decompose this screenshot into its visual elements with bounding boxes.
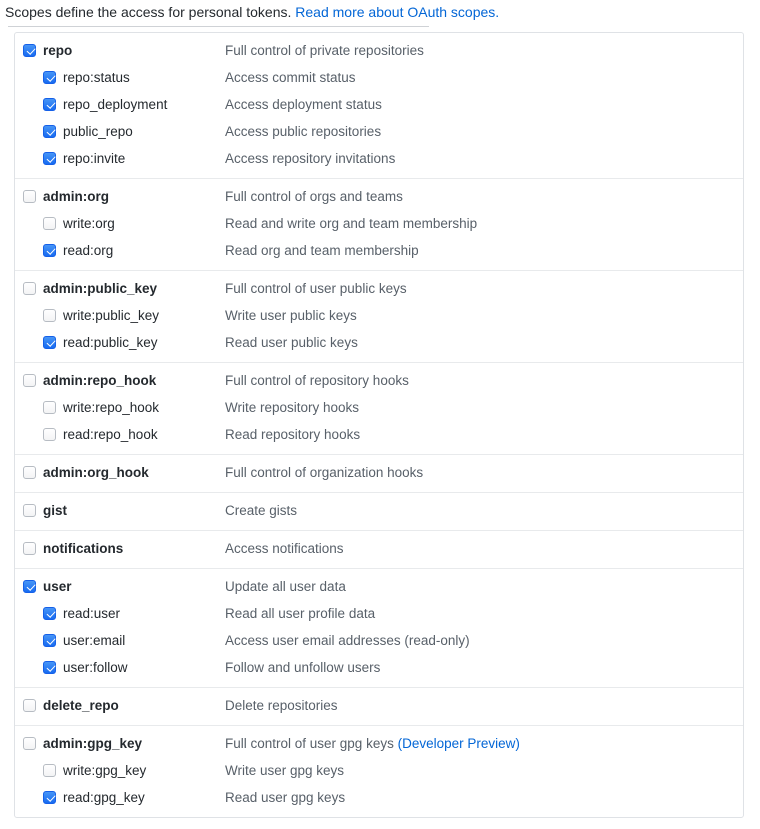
scope-label[interactable]: read:org	[63, 243, 114, 258]
scope-left	[23, 427, 225, 442]
scope-row-read:repo_hook	[15, 421, 743, 448]
scope-label[interactable]: admin:gpg_key	[43, 736, 143, 751]
checkbox-unchecked-write:public_key[interactable]	[43, 309, 56, 322]
scope-label[interactable]: repo:status	[63, 70, 130, 85]
scope-left	[23, 541, 225, 556]
checkbox-checked-repo_deployment[interactable]	[43, 98, 56, 111]
scope-description: Full control of private repositories	[225, 43, 424, 58]
scope-row-public_repo	[15, 118, 743, 145]
checkbox-checked-read:gpg_key[interactable]	[43, 791, 56, 804]
scope-description: Access user email addresses (read-only)	[225, 633, 470, 648]
scope-description: Access notifications	[225, 541, 344, 556]
scope-description: Read all user profile data	[225, 606, 376, 621]
scope-section-user	[15, 569, 743, 688]
scope-description: Read user gpg keys	[225, 790, 346, 805]
checkbox-unchecked-admin:gpg_key[interactable]	[23, 737, 36, 750]
scope-row-admin:org	[15, 183, 743, 210]
developer-preview-link[interactable]: (Developer Preview)	[397, 736, 520, 751]
scope-description: Read user public keys	[225, 335, 358, 350]
checkbox-checked-repo[interactable]	[23, 44, 36, 57]
checkbox-unchecked-admin:org_hook[interactable]	[23, 466, 36, 479]
scope-section-notifications	[15, 531, 743, 569]
scope-left	[23, 189, 225, 204]
scope-row-write:gpg_key	[15, 757, 743, 784]
checkbox-unchecked-write:repo_hook[interactable]	[43, 401, 56, 414]
scope-label[interactable]: repo	[43, 43, 73, 58]
scope-left	[23, 70, 225, 85]
scope-section-admin:gpg_key	[15, 726, 743, 817]
scope-description: Update all user data	[225, 579, 346, 594]
scope-row-write:repo_hook	[15, 394, 743, 421]
scope-label[interactable]: admin:org_hook	[43, 465, 149, 480]
divider	[8, 26, 429, 27]
checkbox-checked-read:user[interactable]	[43, 607, 56, 620]
checkbox-unchecked-admin:repo_hook[interactable]	[23, 374, 36, 387]
scope-description: Full control of user public keys	[225, 281, 407, 296]
scope-row-admin:gpg_key	[15, 730, 743, 757]
scope-left	[23, 736, 225, 751]
scope-description: Full control of user gpg keys (Developer Preview)	[225, 736, 520, 751]
scope-label[interactable]: admin:public_key	[43, 281, 158, 296]
header-text: Scopes define the access for personal tokens.	[5, 4, 296, 20]
scope-row-repo	[15, 37, 743, 64]
scope-left	[23, 790, 225, 805]
scope-description: Follow and unfollow users	[225, 660, 381, 675]
checkbox-unchecked-admin:public_key[interactable]	[23, 282, 36, 295]
checkbox-checked-read:public_key[interactable]	[43, 336, 56, 349]
scope-description: Write user gpg keys	[225, 763, 345, 778]
scope-left	[23, 633, 225, 648]
checkbox-unchecked-gist[interactable]	[23, 504, 36, 517]
scope-label[interactable]: repo_deployment	[63, 97, 168, 112]
scope-label[interactable]: user:follow	[63, 660, 128, 675]
scope-description: Full control of repository hooks	[225, 373, 409, 388]
oauth-scopes-link[interactable]: Read more about OAuth scopes.	[295, 4, 500, 20]
checkbox-checked-user:email[interactable]	[43, 634, 56, 647]
scope-section-admin:public_key	[15, 271, 743, 363]
scope-description: Read repository hooks	[225, 427, 361, 442]
scope-label[interactable]: user	[43, 579, 72, 594]
scope-label[interactable]: admin:org	[43, 189, 109, 204]
checkbox-unchecked-read:repo_hook[interactable]	[43, 428, 56, 441]
scope-left	[23, 43, 225, 58]
scope-description: Access commit status	[225, 70, 356, 85]
checkbox-unchecked-write:org[interactable]	[43, 217, 56, 230]
scope-label[interactable]: admin:repo_hook	[43, 373, 157, 388]
scope-left	[23, 400, 225, 415]
scope-description: Delete repositories	[225, 698, 338, 713]
scope-label[interactable]: read:repo_hook	[63, 427, 158, 442]
scope-description: Read and write org and team membership	[225, 216, 478, 231]
scope-row-user	[15, 573, 743, 600]
scope-left	[23, 335, 225, 350]
scope-left	[23, 763, 225, 778]
scope-row-read:public_key	[15, 329, 743, 356]
scope-section-delete_repo	[15, 688, 743, 726]
checkbox-unchecked-admin:org[interactable]	[23, 190, 36, 203]
scope-left	[23, 124, 225, 139]
scope-row-notifications	[15, 535, 743, 562]
scope-left	[23, 698, 225, 713]
scope-description: Create gists	[225, 503, 298, 518]
scope-label[interactable]: write:repo_hook	[63, 400, 160, 415]
scope-description: Full control of orgs and teams	[225, 189, 403, 204]
scope-description: Full control of organization hooks	[225, 465, 424, 480]
checkbox-checked-user:follow[interactable]	[43, 661, 56, 674]
scope-label[interactable]: read:gpg_key	[63, 790, 145, 805]
scope-row-gist	[15, 497, 743, 524]
scope-section-admin:org_hook	[15, 455, 743, 493]
scope-left	[23, 373, 225, 388]
scope-row-repo:invite	[15, 145, 743, 172]
checkbox-checked-user[interactable]	[23, 580, 36, 593]
scope-row-write:org	[15, 210, 743, 237]
scope-description: Access public repositories	[225, 124, 382, 139]
scope-left	[23, 660, 225, 675]
scope-row-user:follow	[15, 654, 743, 681]
scope-description: Read org and team membership	[225, 243, 419, 258]
scope-label[interactable]: write:org	[63, 216, 115, 231]
scope-left	[23, 606, 225, 621]
scope-left	[23, 243, 225, 258]
scope-row-read:gpg_key	[15, 784, 743, 811]
scope-left	[23, 151, 225, 166]
page-description	[5, 3, 760, 22]
scope-label[interactable]: gist	[43, 503, 68, 518]
scope-description: Write repository hooks	[225, 400, 360, 415]
scope-left	[23, 216, 225, 231]
scope-row-write:public_key	[15, 302, 743, 329]
scope-section-admin:org	[15, 179, 743, 271]
checkbox-checked-repo:status[interactable]	[43, 71, 56, 84]
checkbox-unchecked-write:gpg_key[interactable]	[43, 764, 56, 777]
checkbox-checked-read:org[interactable]	[43, 244, 56, 257]
scope-row-repo_deployment	[15, 91, 743, 118]
checkbox-checked-repo:invite[interactable]	[43, 152, 56, 165]
scope-label[interactable]: user:email	[63, 633, 126, 648]
scope-left	[23, 503, 225, 518]
scope-row-repo:status	[15, 64, 743, 91]
scope-label[interactable]: notifications	[43, 541, 124, 556]
scope-left	[23, 97, 225, 112]
scope-label[interactable]: delete_repo	[43, 698, 119, 713]
scope-label[interactable]: read:public_key	[63, 335, 158, 350]
scope-description: Access repository invitations	[225, 151, 396, 166]
checkbox-checked-public_repo[interactable]	[43, 125, 56, 138]
scope-row-delete_repo	[15, 692, 743, 719]
scope-label[interactable]: public_repo	[63, 124, 133, 139]
scope-label[interactable]: repo:invite	[63, 151, 126, 166]
scope-row-admin:org_hook	[15, 459, 743, 486]
scope-row-user:email	[15, 627, 743, 654]
scope-description: Write user public keys	[225, 308, 357, 323]
scope-label[interactable]: write:public_key	[63, 308, 160, 323]
scope-section-admin:repo_hook	[15, 363, 743, 455]
scope-row-read:org	[15, 237, 743, 264]
checkbox-unchecked-notifications[interactable]	[23, 542, 36, 555]
scope-left	[23, 465, 225, 480]
scope-left	[23, 308, 225, 323]
scope-left	[23, 281, 225, 296]
scope-label[interactable]: read:user	[63, 606, 121, 621]
checkbox-unchecked-delete_repo[interactable]	[23, 699, 36, 712]
scope-description: Access deployment status	[225, 97, 382, 112]
scope-left	[23, 579, 225, 594]
scopes-list	[14, 32, 744, 818]
scope-label[interactable]: write:gpg_key	[63, 763, 147, 778]
scope-row-read:user	[15, 600, 743, 627]
scope-row-admin:public_key	[15, 275, 743, 302]
scope-section-gist	[15, 493, 743, 531]
scope-section-repo	[15, 33, 743, 179]
scope-row-admin:repo_hook	[15, 367, 743, 394]
